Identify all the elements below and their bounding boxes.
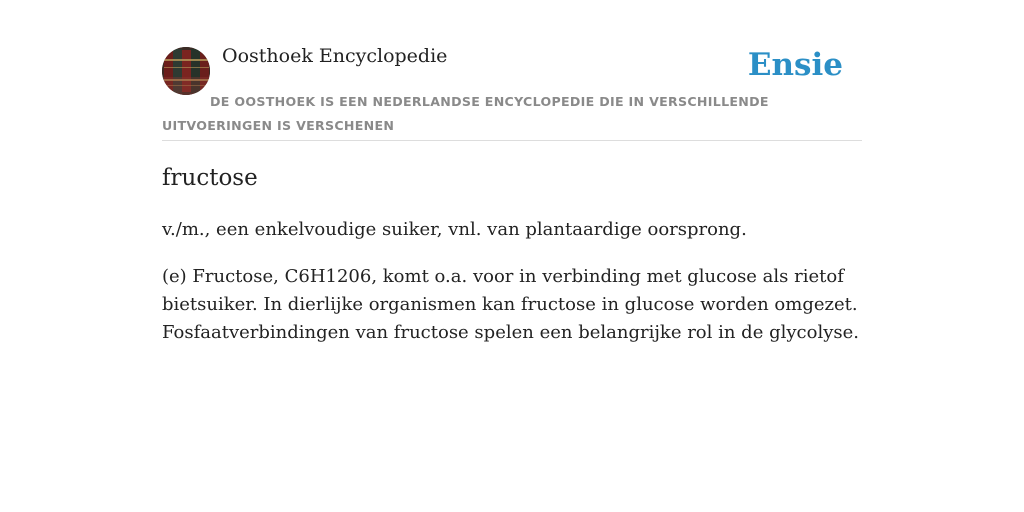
definition-paragraph: v./m., een enkelvoudige suiker, vnl. van plantaardige oorsprong. bbox=[162, 219, 747, 240]
ensie-logo[interactable]: Ensie bbox=[747, 47, 843, 83]
encyclopedia-books-icon[interactable] bbox=[162, 47, 210, 95]
source-title[interactable]: Oosthoek Encyclopedie bbox=[222, 45, 448, 67]
source-description: DE OOSTHOEK IS EEN NEDERLANDSE ENCYCLOPEDIE DIE IN VERSCHILLENDE UITVOERINGEN IS VERSCHENEN bbox=[162, 94, 769, 133]
entry-title: fructose bbox=[162, 165, 258, 191]
source-header bbox=[162, 0, 862, 141]
definition-paragraph: (e) Fructose, C6H1206, komt o.a. voor in verbinding met glucose als rietof bietsuiker. In dierlijke organismen kan fructose in glucose worden omgezet. Fosfaatverbindingen van fructose spelen een belangrijke rol in de glycolyse. bbox=[162, 266, 859, 343]
page-container bbox=[162, 0, 862, 343]
